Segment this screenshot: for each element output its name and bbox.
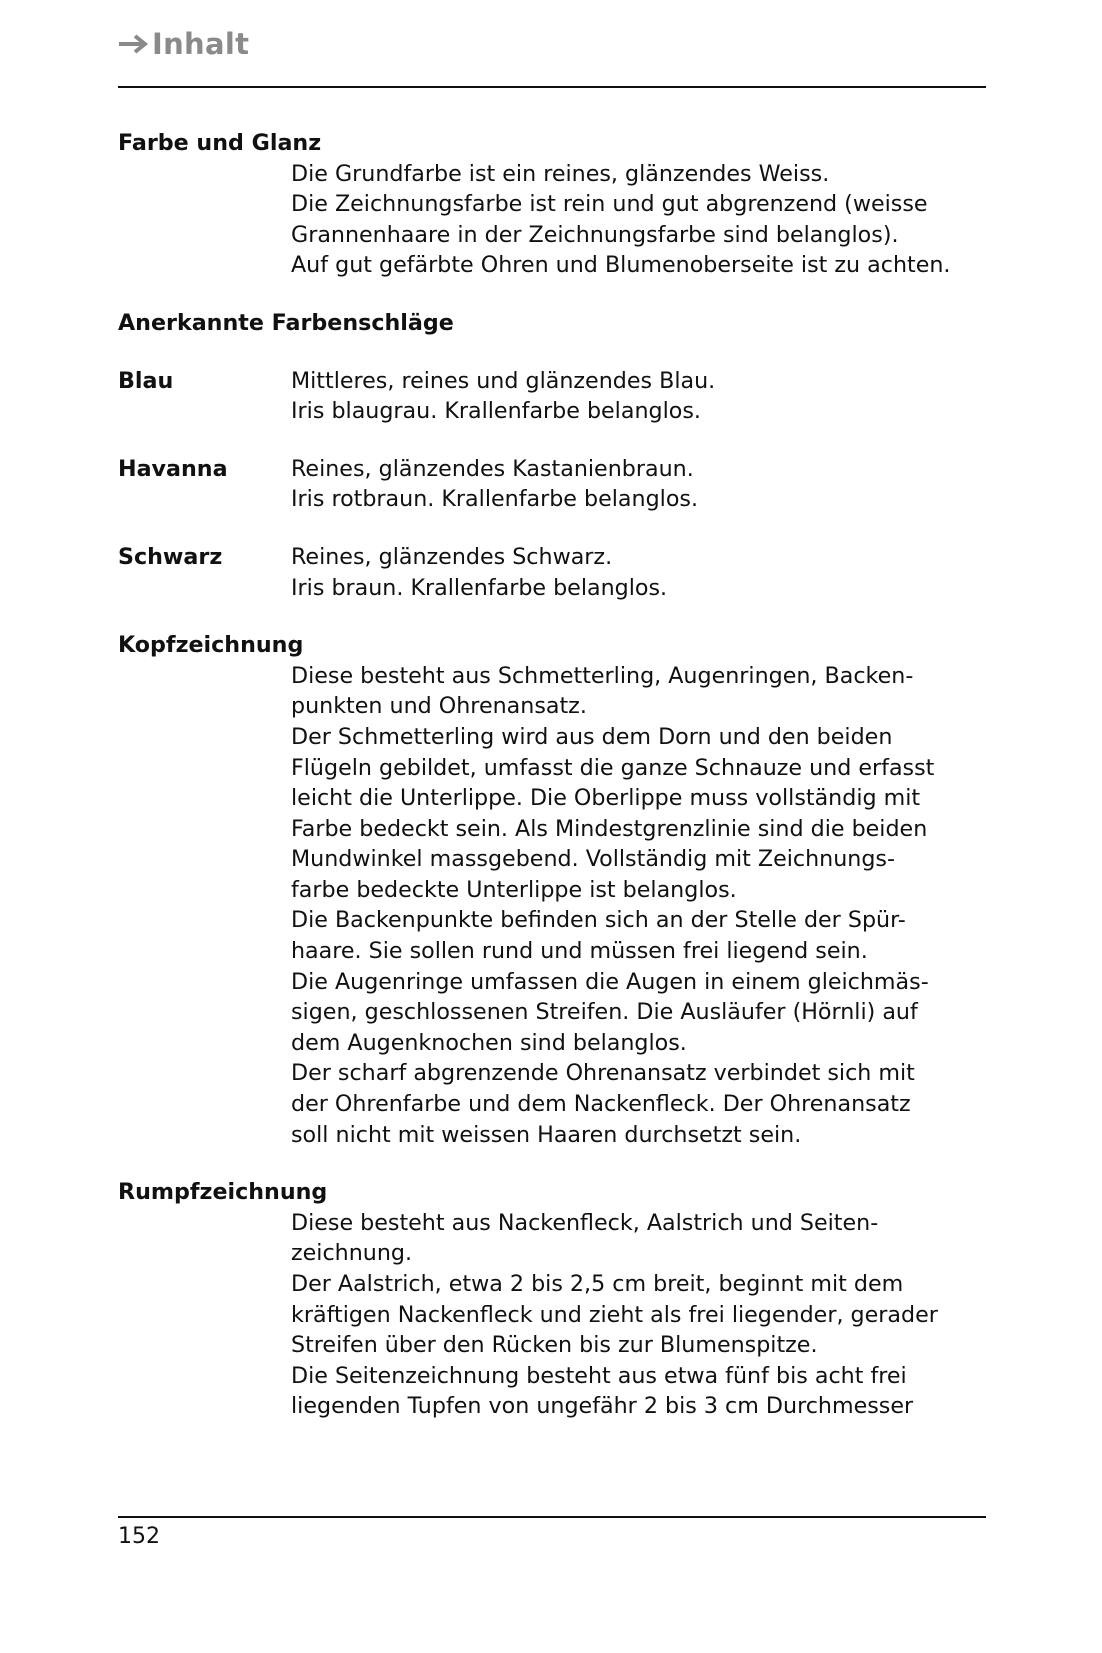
text-line: der Ohrenfarbe und dem Nackenfleck. Der Ohrenansatz — [291, 1091, 911, 1118]
section-kopfzeichnung — [118, 630, 993, 1150]
page-number: 152 — [118, 1524, 160, 1549]
footer-rule — [118, 1516, 986, 1518]
text-line: farbe bedeckte Unterlippe ist belanglos. — [291, 876, 737, 903]
section-body — [291, 661, 993, 1151]
text-line: Iris rotbraun. Krallenfarbe belanglos. — [291, 486, 699, 513]
farbschlag-label: Havanna — [118, 455, 228, 482]
text-line: Der Schmetterling wird aus dem Dorn und den beiden — [291, 723, 893, 750]
text-line: Die Zeichnungsfarbe ist rein und gut abgrenzend (weisse — [291, 191, 928, 218]
text-line: liegenden Tupfen von ungefähr 2 bis 3 cm Durchmesser — [291, 1393, 914, 1420]
section-farbe-und-glanz — [118, 128, 993, 281]
farbschlag-label: Schwarz — [118, 543, 223, 570]
text-line: Farbe bedeckt sein. Als Mindestgrenzlinie sind die beiden — [291, 815, 928, 842]
farbschlag-label: Blau — [118, 367, 174, 394]
farbschlag-schwarz — [118, 542, 993, 603]
text-line: dem Augenknochen sind belanglos. — [291, 1029, 687, 1056]
header-rule — [118, 86, 986, 88]
section-heading: Anerkannte Farbenschläge — [118, 309, 454, 336]
text-line: Der scharf abgrenzende Ohrenansatz verbindet sich mit — [291, 1060, 915, 1087]
text-line: Streifen über den Rücken bis zur Blumenspitze. — [291, 1332, 818, 1359]
text-line: Die Augenringe umfassen die Augen in einem gleichmäs- — [291, 968, 929, 995]
section-body — [291, 159, 993, 281]
section-body — [291, 1208, 993, 1422]
text-line: Reines, glänzendes Schwarz. — [291, 543, 613, 570]
text-line: punkten und Ohrenansatz. — [291, 693, 587, 720]
farbschlag-description — [291, 542, 667, 603]
text-line: Der Aalstrich, etwa 2 bis 2,5 cm breit, beginnt mit dem — [291, 1271, 904, 1297]
text-line: Iris braun. Krallenfarbe belanglos. — [291, 574, 668, 601]
text-line: soll nicht mit weissen Haaren durchsetzt sein. — [291, 1121, 802, 1148]
header-title[interactable]: Inhalt — [152, 27, 250, 61]
text-line: Flügeln gebildet, umfasst die ganze Schnauze und erfasst — [291, 754, 935, 781]
page-content — [118, 128, 993, 1422]
text-line: Die Backenpunkte befinden sich an der Stelle der Spür- — [291, 907, 906, 934]
text-line: kräftigen Nackenfleck und zieht als frei liegender, gerader — [291, 1301, 938, 1328]
right-arrow-icon — [118, 32, 148, 56]
text-line: Mundwinkel massgebend. Vollständig mit Zeichnungs- — [291, 846, 896, 873]
text-line: sigen, geschlossenen Streifen. Die Ausläufer (Hörnli) auf — [291, 999, 918, 1026]
text-line: Mittleres, reines und glänzendes Blau. — [291, 367, 716, 394]
section-farbenschlaege — [118, 308, 993, 603]
farbschlag-blau — [118, 366, 993, 427]
running-header — [118, 24, 249, 64]
section-heading: Kopfzeichnung — [118, 632, 304, 659]
text-line: Die Seitenzeichnung besteht aus etwa fünf bis acht frei — [291, 1362, 907, 1389]
text-line: Reines, glänzendes Kastanienbraun. — [291, 455, 694, 482]
text-line: Diese besteht aus Schmetterling, Augenringen, Backen- — [291, 662, 914, 689]
text-line: Iris blaugrau. Krallenfarbe belanglos. — [291, 398, 701, 425]
text-line: zeichnung. — [291, 1240, 413, 1267]
farbschlag-havanna — [118, 454, 993, 515]
section-heading: Rumpfzeichnung — [118, 1179, 328, 1206]
section-heading: Farbe und Glanz — [118, 130, 322, 156]
text-line: Die Grundfarbe ist ein reines, glänzendes Weiss. — [291, 160, 830, 187]
section-rumpfzeichnung — [118, 1177, 993, 1422]
text-line: leicht die Unterlippe. Die Oberlippe muss vollständig mit — [291, 785, 921, 812]
text-line: Auf gut gefärbte Ohren und Blumenoberseite ist zu achten. — [291, 252, 951, 279]
farbschlag-description — [291, 366, 715, 427]
farbschlag-description — [291, 454, 698, 515]
text-line: Grannenhaare in der Zeichnungsfarbe sind belanglos). — [291, 221, 899, 248]
text-line: Diese besteht aus Nackenfleck, Aalstrich und Seiten- — [291, 1209, 879, 1236]
text-line: haare. Sie sollen rund und müssen frei liegend sein. — [291, 938, 868, 965]
